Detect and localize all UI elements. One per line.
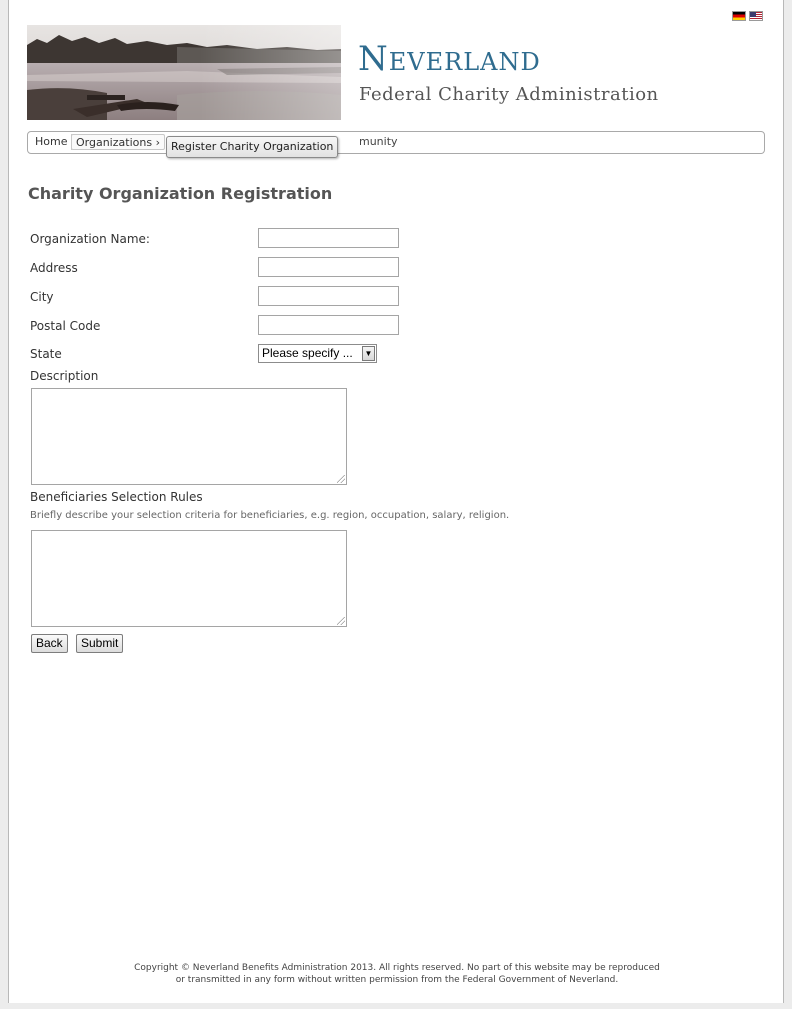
breadcrumb-menu-register-charity[interactable]: Register Charity Organization — [166, 136, 338, 158]
german-flag-icon[interactable] — [732, 11, 746, 21]
description-textarea[interactable] — [31, 388, 347, 485]
submit-button[interactable]: Submit — [76, 634, 123, 653]
breadcrumb — [27, 131, 765, 154]
state-label: State — [30, 347, 62, 361]
state-select[interactable] — [258, 344, 377, 363]
breadcrumb-organizations-label: Organizations — [76, 136, 153, 149]
city-input[interactable] — [258, 286, 399, 306]
resize-grip-icon[interactable] — [337, 617, 345, 625]
page-title: Charity Organization Registration — [28, 184, 333, 203]
selection-rules-textarea[interactable] — [31, 530, 347, 627]
address-input[interactable] — [258, 257, 399, 277]
back-button[interactable]: Back — [31, 634, 68, 653]
resize-grip-icon[interactable] — [337, 475, 345, 483]
postal-code-input[interactable] — [258, 315, 399, 335]
city-label: City — [30, 290, 54, 304]
breadcrumb-trailing-text: munity — [359, 135, 398, 148]
selection-rules-label: Beneficiaries Selection Rules — [30, 490, 203, 504]
org-name-input[interactable] — [258, 228, 399, 248]
description-label: Description — [30, 369, 99, 383]
postal-code-label: Postal Code — [30, 319, 101, 333]
state-select-value: Please specify ... — [262, 346, 353, 360]
breadcrumb-home[interactable]: Home — [31, 134, 72, 150]
site-subtitle: Federal Charity Administration — [359, 84, 659, 105]
breadcrumb-organizations[interactable] — [71, 134, 165, 150]
site-title: Neverland — [358, 39, 541, 79]
selection-rules-hint: Briefly describe your selection criteria for beneficiaries, e.g. region, occupation, salary, religion. — [30, 510, 510, 521]
footer-line-1: Copyright © Neverland Benefits Administration 2013. All rights reserved. No part of this website may be reproduced — [134, 963, 660, 973]
header-banner-image — [27, 25, 341, 120]
chevron-down-icon[interactable]: ▼ — [362, 346, 375, 361]
address-label: Address — [30, 261, 78, 275]
chevron-right-icon: › — [155, 136, 160, 149]
footer-copyright — [9, 962, 785, 986]
language-switcher — [732, 11, 763, 21]
page — [8, 0, 784, 1003]
footer-line-2: or transmitted in any form without written permission from the Federal Government of Neverland. — [175, 975, 619, 985]
org-name-label: Organization Name: — [30, 232, 150, 246]
us-flag-icon[interactable] — [749, 11, 763, 21]
